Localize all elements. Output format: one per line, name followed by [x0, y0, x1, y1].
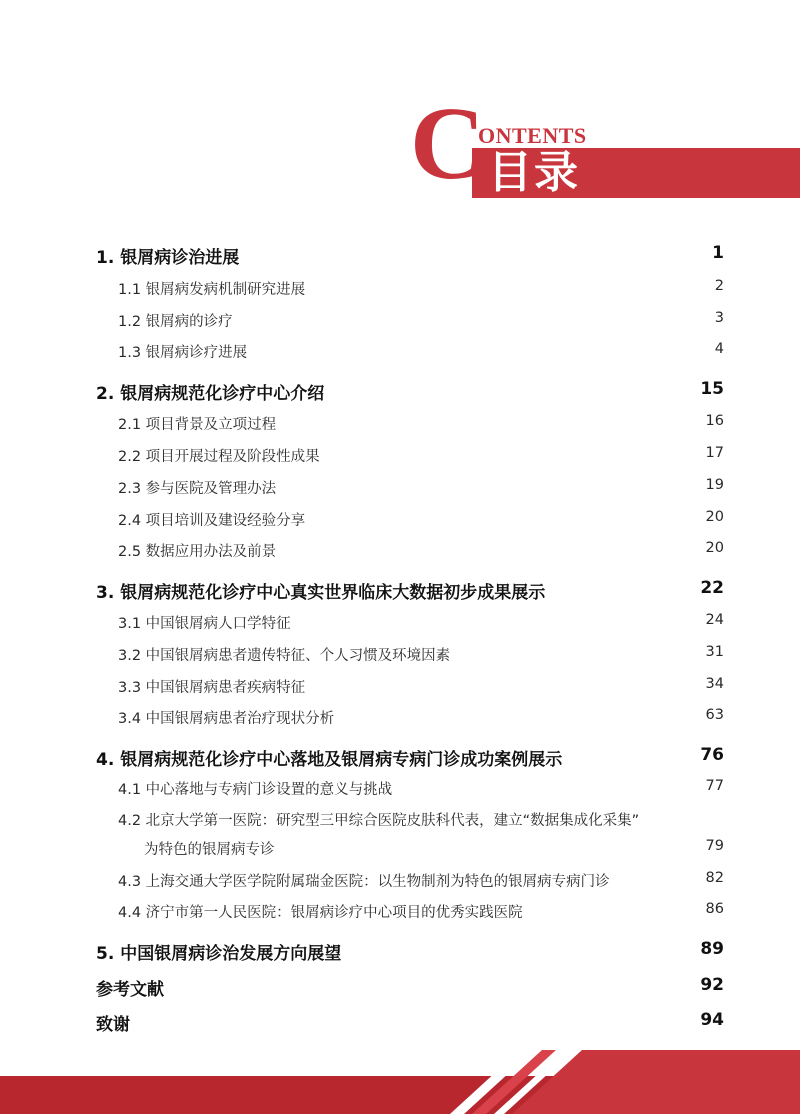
toc-page-number: 92: [700, 975, 724, 995]
toc-page-number: 19: [705, 477, 724, 493]
toc-entry-title: 4.3 上海交通大学医学院附属瑞金医院：以生物制剂为特色的银屑病专病门诊: [118, 874, 610, 890]
toc-chapter-title: 参考文献: [96, 980, 164, 1000]
toc-entry-title: 3.2 中国银屑病患者遗传特征、个人习惯及环境因素: [118, 648, 451, 664]
toc-entry-title: 1.3 银屑病诊疗进展: [118, 345, 248, 361]
toc-entry-title: 2.4 项目培训及建设经验分享: [118, 513, 306, 529]
footer-stripes: [0, 1050, 800, 1114]
toc-entry-title: 2.2 项目开展过程及阶段性成果: [118, 449, 320, 465]
toc-chapter-title: 4. 银屑病规范化诊疗中心落地及银屑病专病门诊成功案例展示: [96, 750, 563, 770]
contents-initial-letter: C: [410, 86, 486, 201]
toc-page-number: 15: [700, 379, 724, 399]
toc-chapter-title: 3. 银屑病规范化诊疗中心真实世界临床大数据初步成果展示: [96, 583, 546, 603]
toc-page-number: 94: [700, 1010, 724, 1030]
toc-entry-title: 3.3 中国银屑病患者疾病特征: [118, 680, 306, 696]
contents-header: [0, 0, 800, 220]
toc-page-number: 16: [705, 413, 724, 429]
toc-page-number: 86: [705, 901, 724, 917]
toc-chapter-title: 5. 中国银屑病诊治发展方向展望: [96, 944, 342, 964]
toc-entry-title: 3.4 中国银屑病患者治疗现状分析: [118, 711, 335, 727]
toc-page-number: 77: [705, 778, 724, 794]
toc-entry-title: 2.3 参与医院及管理办法: [118, 481, 277, 497]
toc-page-number: 63: [705, 707, 724, 723]
contents-word: ONTENTS: [478, 123, 587, 148]
toc-page-number: 17: [705, 445, 724, 461]
toc-page-number: 20: [705, 540, 724, 556]
toc-entry-title: 1.2 银屑病的诊疗: [118, 314, 233, 330]
toc-page-number: 89: [700, 939, 724, 959]
toc-page-number: 4: [714, 341, 724, 357]
toc-entry-title: 4.4 济宁市第一人民医院：银屑病诊疗中心项目的优秀实践医院: [118, 905, 523, 921]
toc-entry-title: 3.1 中国银屑病人口学特征: [118, 616, 291, 632]
toc-page-number: 1: [712, 243, 724, 263]
toc-page-number: 20: [705, 509, 724, 525]
toc-page-number: 22: [700, 578, 724, 598]
toc-entry-title: 1.1 银屑病发病机制研究进展: [118, 282, 306, 298]
toc-page-number: 34: [705, 676, 724, 692]
toc-page-number: 3: [714, 310, 724, 326]
toc-page-number: 76: [700, 745, 724, 765]
toc-chapter-title: 2. 银屑病规范化诊疗中心介绍: [96, 384, 325, 404]
toc-chapter-title: 致谢: [96, 1015, 130, 1035]
page-title: 目录: [488, 147, 580, 198]
toc-page-number: 24: [705, 612, 724, 628]
toc-entry-title: 4.1 中心落地与专病门诊设置的意义与挑战: [118, 782, 393, 798]
toc-chapter-title: 1. 银屑病诊治进展: [96, 248, 240, 268]
toc-page-number: 79: [705, 838, 724, 854]
toc-entry-title: 2.5 数据应用办法及前景: [118, 544, 277, 560]
toc-page-number: 31: [705, 644, 724, 660]
toc-entry-title: 2.1 项目背景及立项过程: [118, 417, 277, 433]
toc-page-number: 82: [705, 870, 724, 886]
toc-entry-title-continued: 为特色的银屑病专诊: [144, 842, 275, 858]
toc-page-number: 2: [714, 278, 724, 294]
toc-entry-title: 4.2 北京大学第一医院：研究型三甲综合医院皮肤科代表，建立“数据集成化采集”: [118, 813, 640, 829]
